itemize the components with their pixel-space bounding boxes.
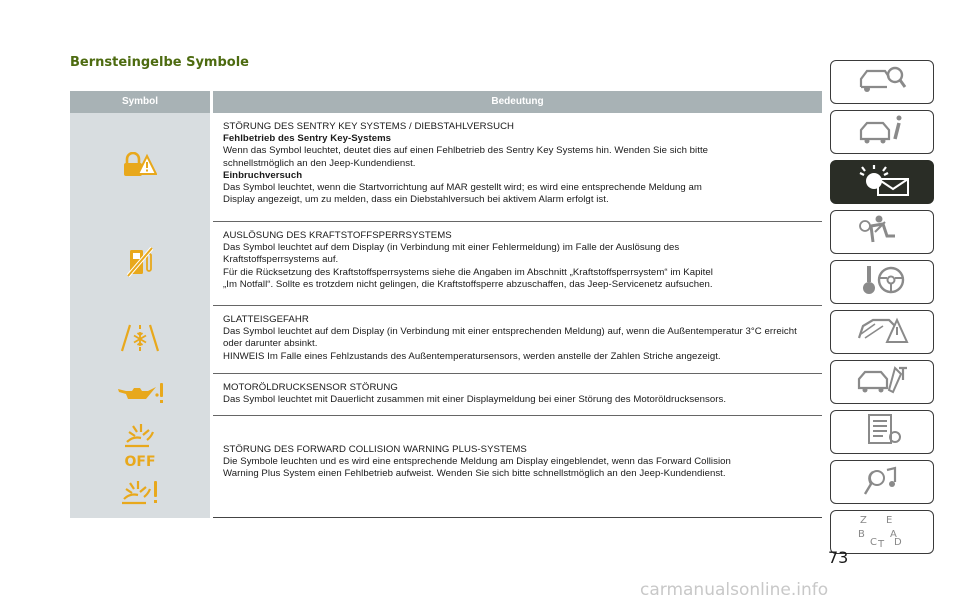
section-title: Bernsteingelbe Symbole (70, 55, 249, 70)
chapter-tab[interactable] (830, 410, 934, 454)
car-info-icon (857, 115, 907, 150)
watermark: carmanualsonline.info (640, 580, 829, 600)
car-search-icon (857, 65, 907, 100)
meaning-subheading: Einbruchversuch (223, 169, 303, 181)
symbol-cell (70, 374, 210, 416)
meaning-cell (210, 374, 822, 416)
symbol-table (70, 91, 822, 518)
meaning-heading: MOTORÖLDRUCKSENSOR STÖRUNG (223, 382, 398, 393)
fuel-cutoff-icon (127, 247, 153, 282)
sentry-key-lock-warning-icon (123, 152, 157, 183)
table-body (70, 113, 822, 518)
table-row (70, 306, 822, 374)
forward-collision-warning-icon (123, 422, 157, 455)
chapter-tab[interactable] (830, 260, 934, 304)
meaning-subheading: Fehlbetrieb des Sentry Key-Systems (223, 133, 392, 145)
index-letter: A (890, 529, 897, 540)
forward-collision-warning-fault-icon (120, 479, 160, 512)
warning-light-envelope-icon (852, 163, 912, 202)
meaning-text: Für die Rücksetzung des Kraftstoffsperrsystems siehe die Angaben im Abschnitt „Kraftstoffsperrsystem“ im Kapitel (223, 266, 713, 278)
meaning-text: Das Symbol leuchtet mit Dauerlicht zusammen mit einer Displaymeldung bei einer Störung des Motoröldrucksensors. (223, 394, 727, 406)
symbol-cell (70, 222, 210, 306)
seat-airbag-icon (857, 214, 907, 251)
index-letter: T (878, 539, 885, 550)
car-warning-triangle-icon (855, 314, 909, 351)
meaning-text: Das Symbol leuchtet, wenn die Startvorrichtung auf MAR gestellt wird; es wird eine entsprechende Meldung am (223, 182, 702, 194)
symbol-cell (70, 306, 210, 374)
meaning-text: Kraftstoffsperrsystems auf. (223, 254, 339, 266)
header-symbol: Symbol (70, 91, 210, 113)
meaning-cell (210, 113, 822, 222)
key-steering-wheel-icon (857, 264, 907, 301)
page-number: 73 (828, 548, 849, 567)
meaning-text: schnellstmöglich an den Jeep-Kundendienst. (223, 157, 416, 169)
chapter-tab[interactable] (830, 460, 934, 504)
meaning-heading: STÖRUNG DES FORWARD COLLISION WARNING PLUS-SYSTEMS (223, 444, 527, 455)
chapter-tab[interactable] (830, 160, 934, 204)
fcw-off-label: OFF (124, 454, 156, 470)
chapter-tab[interactable] (830, 310, 934, 354)
meaning-text: „Im Notfall“. Sollte es trotzdem nicht gelingen, die Kraftstoffsperre abzuschaffen, das Jeep-Servicenetz aufsuchen. (223, 278, 713, 290)
chapter-tab[interactable] (830, 210, 934, 254)
meaning-text: Das Symbol leuchtet auf dem Display (in Verbindung mit einer entsprechenden Meldung) auf, wenn die Außentemperatur 3°C erreicht (223, 326, 797, 338)
meaning-heading: GLATTEISGEFAHR (223, 314, 309, 325)
meaning-cell (210, 222, 822, 306)
symbol-cell (70, 416, 210, 518)
chapter-tab[interactable] (830, 60, 934, 104)
icy-road-icon (120, 323, 160, 358)
meaning-text: Das Symbol leuchtet auf dem Display (in Verbindung mit einer Fehlermeldung) im Falle der Auslösung des (223, 242, 680, 254)
meaning-text: Wenn das Symbol leuchtet, deutet dies auf einen Fehlbetrieb des Sentry Key Systems hin. Wenden Sie sich bitte (223, 145, 709, 157)
meaning-text: oder darunter absinkt. (223, 338, 318, 350)
multimedia-note-icon (857, 464, 907, 501)
car-wrench-icon (855, 364, 909, 401)
index-letter: B (858, 529, 865, 540)
index-letter: D (894, 537, 902, 548)
table-row (70, 374, 822, 416)
meaning-text: Die Symbole leuchten und es wird eine entsprechende Meldung am Display eingeblendet, wenn das Forward Collision (223, 456, 731, 468)
chapter-tab-strip (830, 60, 934, 560)
specifications-list-icon (857, 413, 907, 452)
meaning-text: HINWEIS Im Falle eines Fehlzustands des Außentemperatursensors, werden anstelle der Zahlen Striche angezeigt. (223, 350, 721, 362)
meaning-heading: AUSLÖSUNG DES KRAFTSTOFFSPERRSYSTEMS (223, 230, 452, 241)
index-letter: C (870, 537, 877, 548)
alphabetical-index-icon (852, 515, 912, 549)
index-letter: Z (860, 515, 867, 526)
meaning-text: Display angezeigt, um zu melden, dass ein Diebstahlversuch bei aktivem Alarm erfolgt ist. (223, 194, 609, 206)
table-row (70, 416, 822, 518)
meaning-cell (210, 306, 822, 374)
index-letter: E (886, 515, 893, 526)
header-meaning: Bedeutung (213, 91, 822, 113)
meaning-heading: STÖRUNG DES SENTRY KEY SYSTEMS / DIEBSTAHLVERSUCH (223, 121, 515, 132)
table-row (70, 113, 822, 222)
table-row (70, 222, 822, 306)
chapter-tab[interactable] (830, 360, 934, 404)
meaning-text: Warning Plus System einen Fehlbetrieb aufweist. Wenden Sie sich bitte schnellstmöglich an den Jeep-Kundendienst. (223, 468, 726, 480)
symbol-cell (70, 113, 210, 222)
table-header (70, 91, 822, 113)
chapter-tab[interactable] (830, 110, 934, 154)
meaning-cell (210, 416, 822, 518)
oil-pressure-sensor-fault-icon (116, 381, 164, 410)
